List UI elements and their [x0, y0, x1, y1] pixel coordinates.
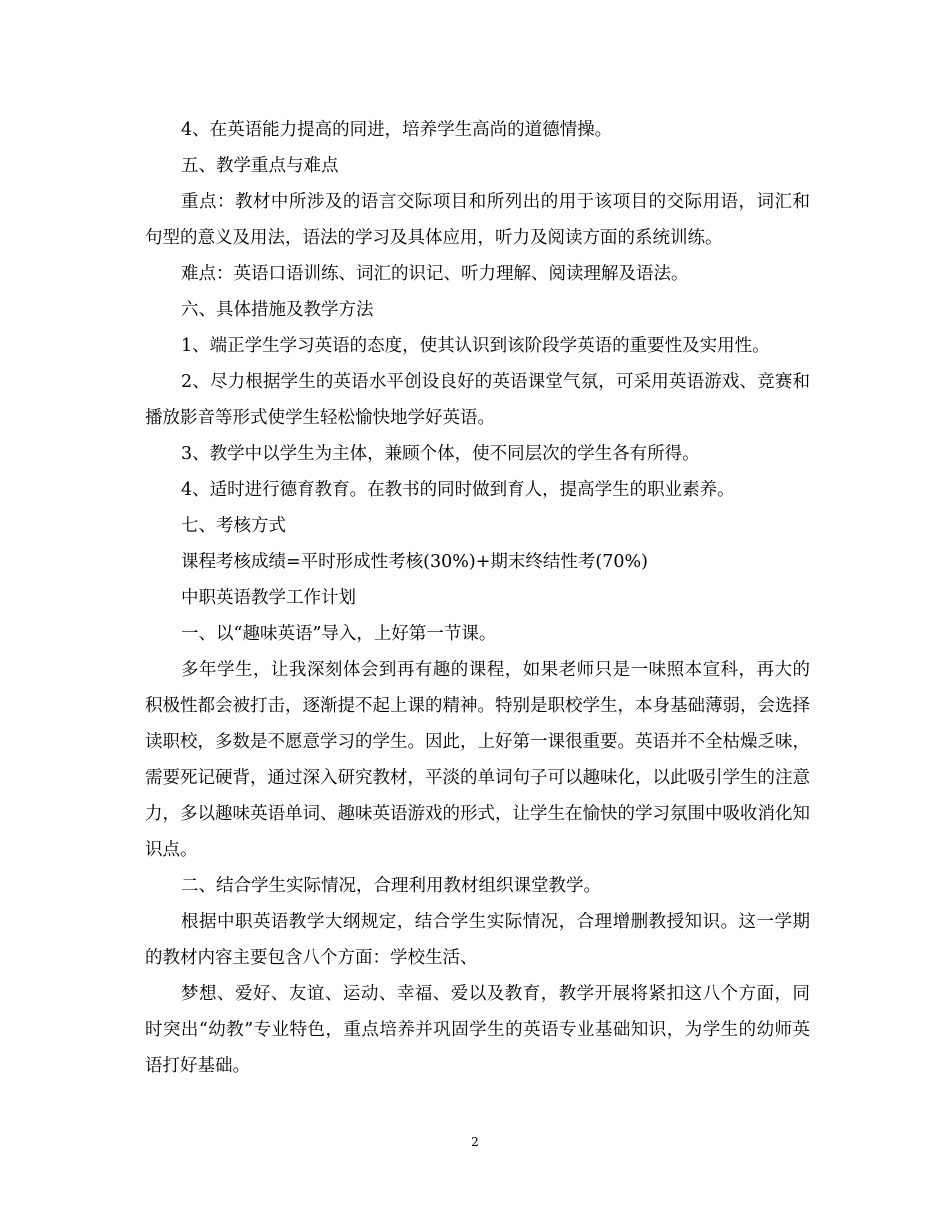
heading-measures: 六、具体措施及教学方法: [181, 300, 374, 320]
paragraph-key-points: 重点：教材中所涉及的语言交际项目和所列出的用于该项目的交际用语，词汇和句型的意义及用法，语法的学习及具体应用，听力及阅读方面的系统训练。: [145, 192, 810, 248]
paragraph-section-2a: 根据中职英语教学大纲规定，结合学生实际情况，合理增删教授知识。这一学期的教材内容主要包含八个方面：学校生活、: [145, 912, 810, 968]
page-number: 2: [471, 1135, 479, 1149]
paragraph-measure-4: 4、适时进行德育教育。在教书的同时做到育人，提高学生的职业素养。: [181, 480, 735, 500]
paragraph-measure-1: 1、端正学生学习英语的态度，使其认识到该阶段学英语的重要性及实用性。: [181, 336, 770, 356]
paragraph-assessment: 课程考核成绩=平时形成性考核(30%)+期末终结性考(70%): [181, 552, 648, 572]
paragraph-goal-4: 4、在英语能力提高的同进，培养学生高尚的道德情操。: [181, 120, 613, 140]
heading-assessment: 七、考核方式: [181, 516, 286, 536]
paragraph-section-2b: 梦想、爱好、友谊、运动、幸福、爱以及教育，教学开展将紧扣这八个方面，同时突出“幼教”专业特色，重点培养并巩固学生的英语专业基础知识，为学生的幼师英语打好基础。: [145, 984, 810, 1076]
paragraph-measure-2: 2、尽力根据学生的英语水平创设良好的英语课堂气氛，可采用英语游戏、竞赛和播放影音等形式使学生轻松愉快地学好英语。: [145, 372, 810, 428]
paragraph-measure-3: 3、教学中以学生为主体，兼顾个体，使不同层次的学生各有所得。: [181, 444, 700, 464]
heading-key-points: 五、教学重点与难点: [181, 156, 339, 176]
paragraph-difficulties: 难点：英语口语训练、词汇的识记、听力理解、阅读理解及语法。: [181, 264, 689, 284]
document-body: [145, 112, 810, 1084]
heading-section-1: 一、以“趣味英语”导入，上好第一节课。: [181, 624, 497, 644]
paragraph-section-1: 多年学生，让我深刻体会到再有趣的课程，如果老师只是一味照本宣科，再大的积极性都会被打击，逐渐提不起上课的精神。特别是职校学生，本身基础薄弱，会选择读职校，多数是不愿意学习的学生。因此，上好第一课很重要。英语并不全枯燥乏味，需要死记硬背，通过深入研究教材，平淡的单词句子可以趣味化，以此吸引学生的注意力，多以趣味英语单词、趣味英语游戏的形式，让学生在愉快的学习氛围中吸收消化知识点。: [145, 660, 810, 860]
heading-section-2: 二、结合学生实际情况，合理利用教材组织课堂教学。: [181, 876, 601, 896]
heading-plan-title: 中职英语教学工作计划: [181, 588, 356, 608]
